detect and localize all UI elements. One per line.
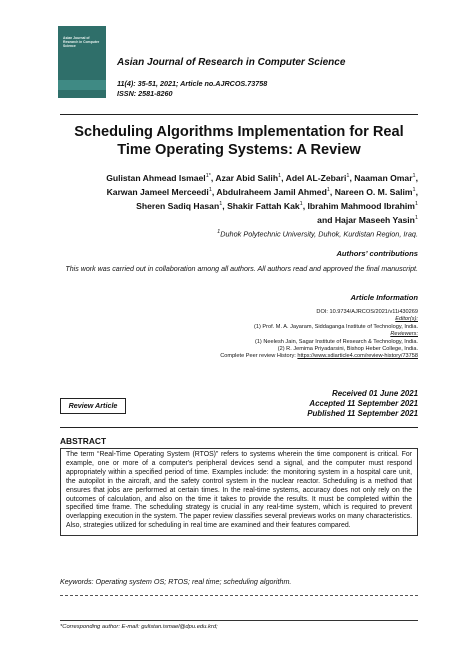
- author-name: Karwan Jameel Merceedi: [106, 186, 209, 197]
- editors-heading: Editor(s):: [395, 316, 418, 323]
- doi: DOI: 10.9734/AJRCOS/2021/v11i430269: [316, 309, 418, 315]
- paper-title: [60, 123, 418, 159]
- affiliation-sup: 1: [217, 229, 221, 235]
- title-line-2: Time Operating Systems: A Review: [117, 142, 361, 158]
- author-sup: 1: [412, 187, 416, 194]
- author-line: Sheren Sadiq Hasan$^1$, Shakir Fattah Kak$^1$, Ibrahim Mahmood Ibrahim$^1$: [136, 200, 418, 211]
- article-type-badge: Review Article: [60, 398, 126, 414]
- author-sup: 1: [278, 173, 282, 179]
- author-sup: 1: [346, 173, 350, 179]
- affiliation: [60, 229, 418, 238]
- contributions-text: This work was carried out in collaboration among all authors. All authors read and approved the final manuscript.: [65, 265, 418, 273]
- published-date: Published 11 September 2021: [307, 409, 418, 418]
- author-sup: 1: [208, 187, 212, 194]
- publication-dates: [230, 389, 418, 419]
- author-sup: 1: [299, 201, 303, 208]
- section-rule: [60, 427, 418, 428]
- author-name: Abdulraheem Jamil Ahmed: [216, 186, 327, 197]
- author-sup: 1: [219, 201, 223, 208]
- author-name: Ibrahim Mahmood Ibrahim: [307, 200, 415, 211]
- author-sup: 1: [412, 173, 416, 179]
- peer-review-label: Complete Peer review History:: [220, 353, 298, 360]
- author-name: Gulistan Ahmead Ismael: [106, 172, 206, 183]
- reviewer-entry: (1) Neelesh Jain, Sagar Institute of Research & Technology, India.: [254, 338, 418, 345]
- abstract-heading: ABSTRACT: [60, 436, 107, 446]
- received-date: Received 01 June 2021: [332, 389, 418, 398]
- author-name: Naaman Omar: [354, 172, 413, 183]
- author-list: [60, 170, 418, 226]
- journal-title: Asian Journal of Research in Computer Science: [117, 57, 346, 68]
- contributions-heading: Authors’ contributions: [336, 249, 418, 258]
- author-sup: 1: [414, 215, 418, 222]
- author-name: Adel AL-Zebari: [285, 172, 347, 183]
- peer-review-history: [60, 353, 418, 360]
- affiliation-text: Duhok Polytechnic University, Duhok, Kurdistan Region, Iraq.: [220, 229, 418, 239]
- title-line-1: Scheduling Algorithms Implementation for Real: [74, 124, 404, 140]
- author-name: Shakir Fattah Kak: [227, 200, 300, 211]
- author-line: [60, 212, 418, 226]
- author-name: and Hajar Maseeh Yasin: [317, 215, 415, 226]
- reviewer-entry: (2) R. Jemima Priyadarsini, Bishop Heber College, India.: [277, 346, 418, 353]
- keywords: Keywords: Operating system OS; RTOS; real time; scheduling algorithm.: [60, 577, 292, 586]
- author-sup: 1*: [205, 173, 211, 179]
- journal-issn: ISSN: 2581-8260: [117, 89, 173, 98]
- author-name: Azar Abid Salih: [215, 172, 279, 183]
- reviewers-heading: Reviewers:: [390, 331, 418, 338]
- peer-review-link[interactable]: https://www.sdiarticle4.com/review-history/73758: [297, 353, 418, 360]
- accepted-date: Accepted 11 September 2021: [309, 399, 418, 408]
- editor-entry: (1) Prof. M. A. Jayaram, Siddaganga Institute of Technology, India.: [254, 323, 418, 330]
- cover-title: Asian Journal of Research in Computer Science: [63, 36, 100, 48]
- author-sup: 1: [326, 187, 330, 194]
- header-rule: [60, 114, 418, 115]
- cover-band: [58, 80, 106, 90]
- author-name: Nareen O. M. Salim: [334, 186, 413, 197]
- corresponding-author: *Corresponding author: E-mail: gulistan.ismael@dpu.edu.krd;: [60, 620, 418, 630]
- author-sup: 1: [414, 201, 418, 208]
- article-info-heading: Article Information: [350, 293, 418, 302]
- author-name: Sheren Sadiq Hasan: [136, 200, 220, 211]
- abstract-body: The term “Real-Time Operating System (RTOS)” refers to systems wherein the time component is critical. For example, one or more of a computer's peripheral devices send a signal, and the computer must respond appropriately within a specified period of time. Examples include: the monitoring system in a hospital care unit, the autopilot in the aircraft, and the safety control system in the nuclear reactor. Scheduling is a method that ensures that jobs are performed at certain times. In the real-time systems, accuracy does not only rely on the outcomes of calculation, and also on the time it takes to provide the results. It must be completed within the specified time frame. The scheduling strategy is crucial in any real-time system, which is required to prevent overlapping execution in the system. The paper review classifies several previews works on many characteristics. Also, strategies utilized for scheduling in real time are examined and their features compared.: [60, 448, 418, 536]
- author-line: Gulistan Ahmead Ismael$^{1*}$, Azar Abid Salih$^1$, Adel AL-Zebari$^1$, Naaman Omar$^1$,: [106, 172, 418, 183]
- article-info: [60, 309, 418, 361]
- journal-issue: 11(4): 35-51, 2021; Article no.AJRCOS.73758: [117, 79, 268, 88]
- journal-cover-image: [58, 26, 106, 98]
- keywords-divider: [60, 595, 418, 596]
- author-line: Karwan Jameel Merceedi$^1$, Abdulraheem Jamil Ahmed$^1$, Nareen O. M. Salim$^1$,: [106, 186, 418, 197]
